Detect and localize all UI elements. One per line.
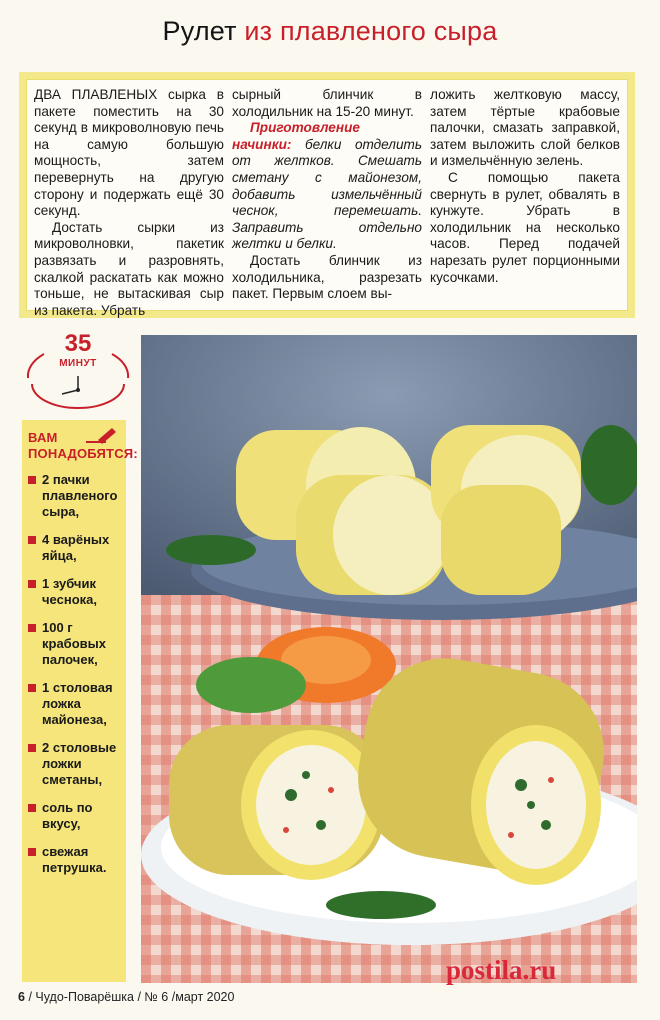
bullet-icon [28, 476, 36, 484]
ingredient-text: 2 пачки плавленого сыра, [42, 472, 118, 519]
text-column-3 [430, 87, 620, 305]
dish-photo [141, 335, 637, 983]
text-column-1 [34, 87, 224, 318]
text-column-2 [232, 87, 422, 305]
bullet-icon [28, 684, 36, 692]
heading-line: ПОНАДОБЯТСЯ: [28, 446, 138, 461]
paragraph: С помощью пакета свернуть в рулет, обвалять в кунжуте. Убрать в холодильник на несколько часов. Перед подачей нарезать рулет порционными кусочками. [430, 169, 620, 285]
paragraph: Достать сырки из микроволновки, пакетик развязать и разровнять, скалкой раскатать как можно тоньше, не вытаскивая сыр из пакета. Убрать [34, 219, 224, 318]
ingredient-text: 1 столовая ложка майонеза, [42, 680, 113, 727]
page-title [0, 14, 660, 48]
ingredient-item [28, 576, 122, 608]
bullet-icon [28, 536, 36, 544]
ingredient-text: свежая петрушка. [42, 844, 107, 875]
paragraph: сырный блинчик в холодильник на 15-20 минут. [232, 87, 422, 119]
ingredient-text: 1 зубчик чеснока, [42, 576, 97, 607]
heading-line: ВАМ [28, 430, 58, 445]
filling-text: белки отделить от желтков. Смешать сметану с майонезом, добавить измельчённый чеснок, перемешать. Заправить отдельно желтки и белки. [232, 136, 422, 252]
cooking-time [22, 332, 134, 410]
filling-paragraph [232, 120, 422, 253]
page-number: 6 [18, 990, 25, 1004]
magazine-name: Чудо-Поварёшка [35, 990, 134, 1004]
separator: / [171, 990, 176, 1004]
ingredients-panel [22, 420, 138, 982]
ingredient-item [28, 680, 122, 728]
time-value: 35 [64, 330, 92, 357]
ingredient-text: 100 г крабовых палочек, [42, 620, 106, 667]
ingredient-text: соль по вкусу, [42, 800, 93, 831]
separator: / [137, 990, 145, 1004]
ingredient-item [28, 532, 122, 564]
ingredient-text: 2 столовые ложки сметаны, [42, 740, 117, 787]
watermark: postila.ru [446, 955, 557, 985]
issue-date: март 2020 [175, 990, 235, 1004]
paragraph: Достать блинчик из холодильника, разрезать пакет. Первым слоем вы- [232, 252, 422, 302]
bullet-icon [28, 624, 36, 632]
ingredient-item [28, 620, 122, 668]
time-unit: МИНУТ [59, 358, 97, 369]
filling-label: Приготовление начинки: [232, 120, 360, 152]
issue-number: № 6 [144, 990, 169, 1004]
instructions-box [19, 72, 635, 318]
ingredient-item [28, 740, 122, 788]
paragraph: ДВА ПЛАВЛЕНЫХ сырка в пакете поместить на 30 секунд в микроволновую печь на самую большую мощность, затем перевернуть на другую сторону и подержать ещё 30 секунд. [34, 87, 224, 219]
ingredient-text: 4 варёных яйца, [42, 532, 110, 563]
paragraph: ложить желтковую массу, затем тёртые крабовые палочки, смазать заправкой, затем выложить слой белков и измельчённую зелень. [430, 87, 620, 169]
ingredient-item [28, 472, 122, 520]
ingredients-list [28, 472, 122, 876]
bullet-icon [28, 580, 36, 588]
ingredient-item [28, 800, 122, 832]
bullet-icon [28, 744, 36, 752]
separator: / [28, 990, 36, 1004]
bullet-icon [28, 804, 36, 812]
pencil-icon [84, 426, 118, 446]
bullet-icon [28, 848, 36, 856]
title-part2: из плавленого сыра [244, 16, 498, 46]
page-footer [18, 990, 234, 1004]
dish-photo-image [141, 335, 637, 983]
title-part1: Рулет [162, 16, 237, 46]
ingredient-item [28, 844, 122, 876]
